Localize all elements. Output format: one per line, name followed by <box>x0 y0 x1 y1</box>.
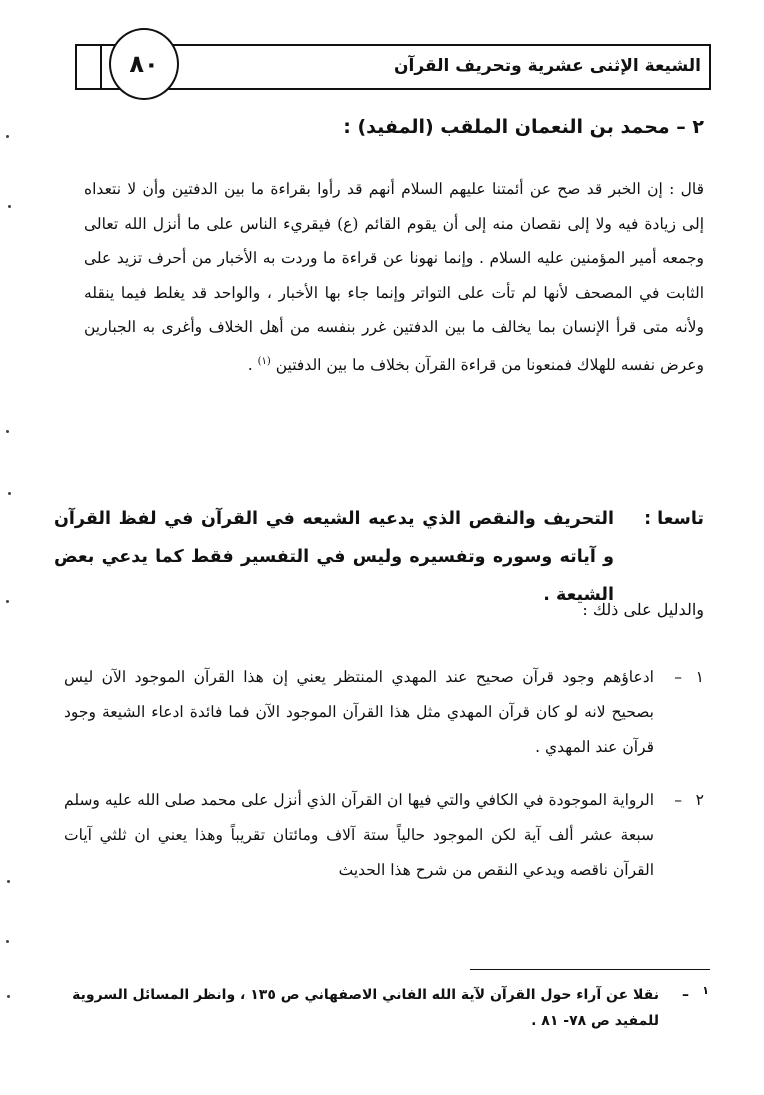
list-dash: – <box>674 668 682 686</box>
scan-speck <box>6 135 9 138</box>
ninth-point <box>54 500 704 614</box>
ninth-label: تاسعا : <box>644 509 704 529</box>
list-item-number: ٢ <box>695 791 704 809</box>
footnote-text: نقلا عن آراء حول القرآن لآية الله الفاني الاصفهاني ص ١٣٥ ، وانظر المسائل السروية للمفيد ص ٧٨- ٨١ . <box>72 987 659 1029</box>
evidence-label: والدليل على ذلك : <box>582 600 704 619</box>
scan-speck <box>8 205 11 208</box>
scan-speck <box>8 492 11 495</box>
footnote <box>49 982 709 1034</box>
scan-speck <box>7 995 10 998</box>
page-number: ٨٠ <box>109 28 179 100</box>
footnote-divider <box>470 969 710 970</box>
header-divider <box>100 44 102 90</box>
list-item-text: الرواية الموجودة في الكافي والتي فيها ان القرآن الذي أنزل على محمد صلى الله عليه وسلم سبعة عشر ألف آية لكن الموجود حالياً ستة آلاف ومائتان تقريباً وهذا يعني ان ثلثي آيات القرآن ناقصه ويدعي النقص من شرح هذا الحديث <box>64 791 654 879</box>
list-item <box>64 783 704 888</box>
footnote-dash: – <box>682 987 689 1003</box>
scan-speck <box>7 880 10 883</box>
scan-speck <box>6 430 9 433</box>
section-heading: ٢ – محمد بن النعمان الملقب (المفيد) : <box>343 116 704 138</box>
header-title: الشيعة الإثنى عشرية وتحريف القرآن <box>394 56 701 76</box>
ninth-text: التحريف والنقص الذي يدعيه الشيعه في القرآن في لفظ القرآن و آياته وسوره وتفسيره وليس في التفسير فقط كما يدعي بعض الشيعة . <box>54 509 614 605</box>
footnote-reference[interactable]: (١) <box>257 355 271 367</box>
paragraph-end: . <box>247 355 253 374</box>
list-dash: – <box>674 791 682 809</box>
list-item-text: ادعاؤهم وجود قرآن صحيح عند المهدي المنتظر يعني إن هذا القرآن الموجود الآن ليس بصحيح لانه لو كان قرآن المهدي مثل هذا القرآن الموجود الآن فما فائدة ادعاء الشيعة وجود قرآن عند المهدي . <box>64 668 654 756</box>
footnote-mark: ١ <box>702 984 709 997</box>
list-item <box>64 660 704 765</box>
paragraph-text: قال : إن الخبر قد صح عن أئمتنا عليهم السلام أنهم قد رأوا بقراءة ما بين الدفتين وأن لا نتعداه إلى زيادة فيه ولا إلى نقصان منه إلى أن يقوم القائم (ع) فيقريء الناس على ما أنزل الله تعالى وجمعه أمير المؤمنين عليه السلام . وإنما نهونا عن قراءة ما وردت به الأخبار من أحرف تزيد على الثابت في المصحف لأنها لم تأت على التواتر وإنما جاء بها الأخبار ، والواحد قد يغلط فيما ينقله ولأنه متى قرأ الإنسان بما يخالف ما بين الدفتين غرر بنفسه من أهل الخلاف وأغرى به الجبارين وعرض نفسه للهلاك فمنعونا من قراءة القرآن بخلاف ما بين الدفتين <box>84 180 704 374</box>
list-item-number: ١ <box>695 668 704 686</box>
scan-speck <box>6 600 9 603</box>
paragraph-quote <box>84 172 704 382</box>
scan-speck <box>6 940 9 943</box>
